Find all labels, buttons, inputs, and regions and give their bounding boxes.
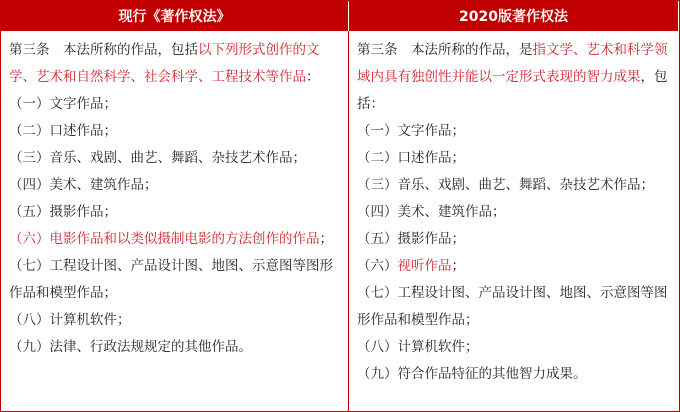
- item-prefix: （六）: [357, 258, 398, 274]
- list-item: （五）摄影作品；: [357, 231, 465, 247]
- article-highlight: 指文学、艺术和科学领域内具有独创性并能以一定形式表现的智力成果: [357, 42, 668, 85]
- item-highlight: 视听作品: [397, 258, 452, 274]
- list-item: （四）美术、建筑作品；: [9, 177, 158, 193]
- list-item: （三）音乐、戏剧、曲艺、舞蹈、杂技艺术作品；: [9, 150, 306, 166]
- item-prefix: （六）: [9, 231, 50, 247]
- list-item: （一）文字作品；: [9, 96, 117, 112]
- header-2020-law: 2020版著作权法: [349, 1, 678, 31]
- header-current-law: 现行《著作权法》: [1, 1, 349, 31]
- list-item: （七）工程设计图、产品设计图、地图、示意图等图形作品和模型作品；: [9, 258, 333, 301]
- article-suffix: ，包括：: [357, 69, 668, 112]
- list-item: （九）符合作品特征的其他智力成果。: [357, 366, 587, 382]
- article-suffix: ：: [306, 69, 320, 85]
- article-3-current: [9, 37, 340, 91]
- list-item: （三）音乐、戏剧、曲艺、舞蹈、杂技艺术作品；: [357, 177, 654, 193]
- list-item: （二）口述作品；: [357, 150, 465, 166]
- list-item: （五）摄影作品；: [9, 204, 117, 220]
- item-suffix: ；: [319, 231, 333, 247]
- list-item: （四）美术、建筑作品；: [357, 204, 506, 220]
- item-suffix: ；: [451, 258, 465, 274]
- list-item-6: [357, 253, 670, 280]
- article-text: 第三条 本法所称的作品，包括: [9, 42, 198, 58]
- list-item: （二）口述作品；: [9, 123, 117, 139]
- article-highlight: 以下列形式创作的文学、艺术和自然科学、社会科学、工程技术等作品: [9, 42, 320, 85]
- list-item-6: [9, 226, 340, 253]
- list-item: （八）计算机软件；: [9, 312, 131, 328]
- list-item: （八）计算机软件；: [357, 339, 479, 355]
- list-item: （一）文字作品；: [357, 123, 465, 139]
- new-law-column: [349, 31, 678, 411]
- list-item: （七）工程设计图、产品设计图、地图、示意图等图形作品和模型作品；: [357, 285, 668, 328]
- current-law-column: [1, 31, 349, 411]
- article-text: 第三条 本法所称的作品，是: [357, 42, 533, 58]
- item-highlight: 电影作品和以类似摄制电影的方法创作的作品: [49, 231, 320, 247]
- article-3-new: [357, 37, 670, 118]
- list-item: （九）法律、行政法规规定的其他作品。: [9, 339, 252, 355]
